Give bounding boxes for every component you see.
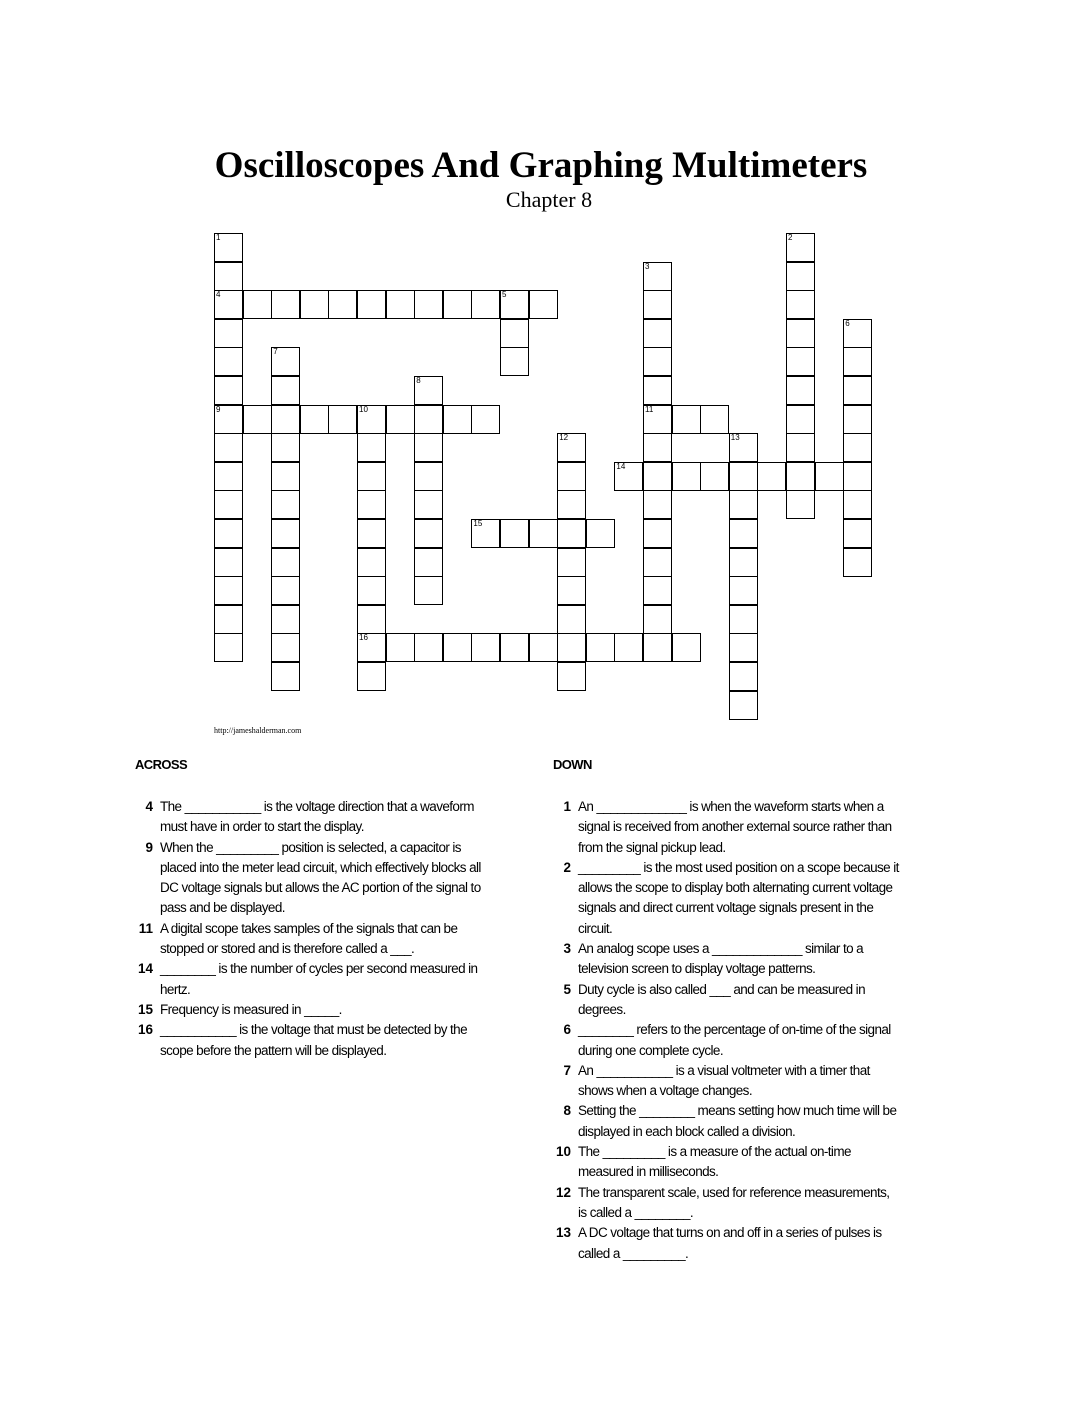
crossword-cell[interactable] bbox=[672, 462, 701, 491]
crossword-cell[interactable] bbox=[214, 233, 243, 262]
crossword-cell[interactable] bbox=[643, 490, 672, 519]
crossword-cell[interactable] bbox=[414, 490, 443, 519]
crossword-cell[interactable] bbox=[557, 462, 586, 491]
crossword-cell[interactable] bbox=[843, 405, 872, 434]
crossword-cell[interactable] bbox=[443, 290, 472, 319]
crossword-cell[interactable] bbox=[386, 633, 415, 662]
crossword-cell[interactable] bbox=[729, 548, 758, 577]
down-clue-6 bbox=[549, 1020, 899, 1061]
crossword-cell[interactable] bbox=[271, 633, 300, 662]
crossword-cell[interactable] bbox=[300, 405, 329, 434]
cell-number: 6 bbox=[845, 318, 850, 328]
crossword-cell[interactable] bbox=[443, 633, 472, 662]
clue-text: An _____________ is when the waveform starts when a signal is received from another external source rather than from the signal pickup lead. bbox=[578, 799, 892, 855]
down-clue-13 bbox=[549, 1223, 899, 1264]
crossword-cell[interactable] bbox=[672, 633, 701, 662]
down-clue-3 bbox=[549, 939, 899, 980]
crossword-cell[interactable] bbox=[357, 633, 386, 662]
crossword-cell[interactable] bbox=[843, 376, 872, 405]
crossword-cell[interactable] bbox=[643, 548, 672, 577]
crossword-cell[interactable] bbox=[214, 319, 243, 348]
crossword-cell[interactable] bbox=[557, 490, 586, 519]
crossword-cell[interactable] bbox=[700, 405, 729, 434]
crossword-cell[interactable] bbox=[214, 548, 243, 577]
crossword-cell[interactable] bbox=[843, 548, 872, 577]
cell-number: 10 bbox=[359, 404, 368, 414]
crossword-cell[interactable] bbox=[557, 662, 586, 691]
crossword-cell[interactable] bbox=[614, 633, 643, 662]
crossword-cell[interactable] bbox=[557, 576, 586, 605]
crossword-cell[interactable] bbox=[214, 376, 243, 405]
crossword-cell[interactable] bbox=[328, 405, 357, 434]
clue-text: The transparent scale, used for reference measurements, is called a ________. bbox=[578, 1184, 890, 1220]
crossword-cell[interactable] bbox=[729, 605, 758, 634]
cell-number: 15 bbox=[473, 519, 483, 528]
crossword-cell[interactable] bbox=[271, 490, 300, 519]
across-clue-15 bbox=[131, 1000, 481, 1020]
crossword-cell[interactable] bbox=[786, 347, 815, 376]
crossword-cell[interactable] bbox=[357, 662, 386, 691]
crossword-cell[interactable] bbox=[786, 290, 815, 319]
crossword-cell[interactable] bbox=[643, 605, 672, 634]
crossword-cell[interactable] bbox=[729, 519, 758, 548]
crossword-cell[interactable] bbox=[786, 433, 815, 462]
clue-number: 9 bbox=[145, 839, 153, 855]
crossword-cell[interactable] bbox=[271, 405, 300, 434]
crossword-cell[interactable] bbox=[786, 319, 815, 348]
crossword-cell[interactable] bbox=[557, 548, 586, 577]
crossword-cell[interactable] bbox=[357, 519, 386, 548]
cell-number: 1 bbox=[216, 233, 221, 242]
crossword-cell[interactable] bbox=[586, 633, 615, 662]
clue-text: ___________ is the voltage that must be detected by the scope before the pattern will be displayed. bbox=[160, 1022, 467, 1058]
crossword-cell[interactable] bbox=[300, 290, 329, 319]
crossword-cell[interactable] bbox=[843, 519, 872, 548]
crossword-cell[interactable] bbox=[843, 462, 872, 491]
cell-number: 5 bbox=[502, 290, 507, 300]
crossword-cell[interactable] bbox=[557, 519, 586, 548]
crossword-cell[interactable] bbox=[614, 462, 643, 491]
clue-text: When the _________ position is selected, a capacitor is placed into the meter lead circuit, which effectively blocks all DC voltage signals but allows the AC portion of the signal to pass and be displayed. bbox=[160, 839, 481, 916]
clue-number: 15 bbox=[137, 1001, 153, 1017]
crossword-cell[interactable] bbox=[214, 433, 243, 462]
clue-number: 6 bbox=[563, 1022, 571, 1038]
clue-number: 1 bbox=[563, 799, 571, 814]
clue-number: 10 bbox=[555, 1144, 571, 1160]
crossword-cell[interactable] bbox=[757, 462, 786, 491]
crossword-cell[interactable] bbox=[357, 548, 386, 577]
crossword-cell[interactable] bbox=[214, 347, 243, 376]
across-heading: ACROSS bbox=[135, 757, 188, 772]
cell-number: 3 bbox=[645, 261, 650, 271]
down-clue-5 bbox=[549, 980, 899, 1021]
crossword-cell[interactable] bbox=[557, 433, 586, 462]
crossword-cell[interactable] bbox=[815, 462, 844, 491]
crossword-cell[interactable] bbox=[357, 576, 386, 605]
crossword-cell[interactable] bbox=[414, 576, 443, 605]
crossword-cell[interactable] bbox=[643, 376, 672, 405]
crossword-cell[interactable] bbox=[843, 347, 872, 376]
crossword-cell[interactable] bbox=[586, 519, 615, 548]
crossword-cell[interactable] bbox=[357, 605, 386, 634]
crossword-cell[interactable] bbox=[643, 462, 672, 491]
crossword-cell[interactable] bbox=[214, 262, 243, 291]
clue-number: 4 bbox=[145, 799, 153, 814]
crossword-cell[interactable] bbox=[500, 347, 529, 376]
crossword-cell[interactable] bbox=[271, 433, 300, 462]
clue-number: 14 bbox=[137, 961, 153, 977]
crossword-cell[interactable] bbox=[786, 376, 815, 405]
down-clue-2 bbox=[549, 858, 899, 939]
crossword-cell[interactable] bbox=[271, 462, 300, 491]
crossword-cell[interactable] bbox=[471, 633, 500, 662]
clue-text: An analog scope uses a _____________ similar to a television screen to display voltage patterns. bbox=[578, 941, 864, 977]
cell-number: 14 bbox=[616, 461, 626, 471]
clue-number: 13 bbox=[555, 1225, 571, 1241]
down-clue-1 bbox=[549, 797, 899, 858]
crossword-cell[interactable] bbox=[729, 490, 758, 519]
crossword-cell[interactable] bbox=[729, 662, 758, 691]
crossword-cell[interactable] bbox=[729, 462, 758, 491]
clue-text: The ___________ is the voltage direction that a waveform must have in order to start the display. bbox=[160, 799, 474, 835]
crossword-cell[interactable] bbox=[643, 319, 672, 348]
across-clue-14 bbox=[131, 959, 481, 1000]
crossword-cell[interactable] bbox=[414, 405, 443, 434]
crossword-cell[interactable] bbox=[386, 290, 415, 319]
crossword-cell[interactable] bbox=[843, 319, 872, 348]
clue-text: Setting the ________ means setting how much time will be displayed in each block called a division. bbox=[578, 1103, 897, 1139]
crossword-cell[interactable] bbox=[271, 662, 300, 691]
crossword-cell[interactable] bbox=[729, 691, 758, 720]
crossword-cell[interactable] bbox=[729, 576, 758, 605]
cell-number: 2 bbox=[788, 233, 793, 242]
source-url: http://jameshalderman.com bbox=[214, 726, 302, 735]
crossword-cell[interactable] bbox=[672, 405, 701, 434]
crossword-cell[interactable] bbox=[214, 605, 243, 634]
crossword-cell[interactable] bbox=[529, 519, 558, 548]
crossword-cell[interactable] bbox=[214, 633, 243, 662]
cell-number: 11 bbox=[645, 404, 654, 414]
clue-text: The _________ is a measure of the actual on-time measured in milliseconds. bbox=[578, 1144, 851, 1180]
crossword-cell[interactable] bbox=[643, 347, 672, 376]
cell-number: 8 bbox=[416, 376, 421, 385]
down-clue-10 bbox=[549, 1142, 899, 1183]
crossword-cell[interactable] bbox=[500, 633, 529, 662]
crossword-cell[interactable] bbox=[786, 490, 815, 519]
crossword-cell[interactable] bbox=[243, 290, 272, 319]
clue-number: 11 bbox=[138, 920, 153, 936]
clue-number: 2 bbox=[563, 859, 571, 875]
crossword-cell[interactable] bbox=[786, 233, 815, 262]
crossword-cell[interactable] bbox=[214, 576, 243, 605]
crossword-cell[interactable] bbox=[500, 319, 529, 348]
crossword-cell[interactable] bbox=[729, 433, 758, 462]
clue-number: 12 bbox=[555, 1184, 571, 1200]
crossword-cell[interactable] bbox=[214, 490, 243, 519]
crossword-cell[interactable] bbox=[643, 262, 672, 291]
clue-text: ________ refers to the percentage of on-time of the signal during one complete cycle. bbox=[578, 1022, 891, 1058]
clue-text: Duty cycle is also called ___ and can be measured in degrees. bbox=[578, 981, 865, 1017]
crossword-cell[interactable] bbox=[786, 405, 815, 434]
page-subtitle: Chapter 8 bbox=[505, 187, 593, 212]
crossword-cell[interactable] bbox=[214, 519, 243, 548]
crossword-cell[interactable] bbox=[271, 376, 300, 405]
clue-number: 8 bbox=[563, 1103, 571, 1119]
crossword-cell[interactable] bbox=[529, 290, 558, 319]
clue-text: An ___________ is a visual voltmeter with a timer that shows when a voltage changes. bbox=[578, 1062, 870, 1099]
crossword-cell[interactable] bbox=[357, 405, 386, 434]
crossword-cell[interactable] bbox=[243, 405, 272, 434]
crossword-cell[interactable] bbox=[386, 405, 415, 434]
crossword-cell[interactable] bbox=[271, 290, 300, 319]
crossword-cell[interactable] bbox=[471, 290, 500, 319]
crossword-cell[interactable] bbox=[271, 605, 300, 634]
clue-number: 3 bbox=[563, 941, 571, 957]
crossword-cell[interactable] bbox=[357, 433, 386, 462]
cell-number: 16 bbox=[359, 633, 368, 643]
crossword-cell[interactable] bbox=[414, 433, 443, 462]
crossword-cell[interactable] bbox=[271, 576, 300, 605]
crossword-cell[interactable] bbox=[357, 290, 386, 319]
across-clue-list bbox=[131, 797, 481, 1061]
crossword-cell[interactable] bbox=[700, 462, 729, 491]
crossword-cell[interactable] bbox=[843, 490, 872, 519]
across-clue-4 bbox=[131, 797, 481, 838]
clue-number: 16 bbox=[137, 1022, 153, 1038]
crossword-cell[interactable] bbox=[643, 519, 672, 548]
clue-text: _________ is the most used position on a scope because it allows the scope to display both alternating current voltage signals and direct current voltage signals present in the circuit. bbox=[578, 859, 899, 936]
down-heading: DOWN bbox=[553, 757, 592, 772]
crossword-cell[interactable] bbox=[271, 548, 300, 577]
crossword-cell[interactable] bbox=[414, 462, 443, 491]
clue-number: 7 bbox=[563, 1062, 571, 1078]
crossword-cell[interactable] bbox=[357, 490, 386, 519]
cell-number: 4 bbox=[216, 290, 221, 300]
crossword-cell[interactable] bbox=[414, 633, 443, 662]
cell-number: 13 bbox=[730, 433, 740, 443]
crossword-cell[interactable] bbox=[414, 376, 443, 405]
crossword-cell[interactable] bbox=[786, 262, 815, 291]
crossword-cell[interactable] bbox=[357, 462, 386, 491]
crossword-cell[interactable] bbox=[414, 519, 443, 548]
crossword-cell[interactable] bbox=[529, 633, 558, 662]
crossword-cell[interactable] bbox=[471, 405, 500, 434]
cell-number: 12 bbox=[559, 433, 569, 443]
page-title: Oscilloscopes And Graphing Multimeters bbox=[214, 145, 868, 186]
crossword-cell[interactable] bbox=[214, 405, 243, 434]
crossword-cell[interactable] bbox=[557, 605, 586, 634]
crossword-cell[interactable] bbox=[843, 433, 872, 462]
across-clue-11 bbox=[131, 919, 481, 960]
cell-number: 9 bbox=[216, 404, 221, 414]
clue-text: A DC voltage that turns on and off in a series of pulses is called a _________. bbox=[578, 1225, 882, 1261]
down-clue-12 bbox=[549, 1183, 899, 1224]
down-clue-8 bbox=[549, 1101, 899, 1142]
cell-number: 7 bbox=[273, 347, 278, 357]
across-clue-9 bbox=[131, 838, 481, 919]
crossword-cell[interactable] bbox=[443, 405, 472, 434]
crossword-cell[interactable] bbox=[643, 433, 672, 462]
down-clue-7 bbox=[549, 1061, 899, 1102]
crossword-cell[interactable] bbox=[414, 548, 443, 577]
crossword-cell[interactable] bbox=[729, 633, 758, 662]
crossword-cell[interactable] bbox=[557, 633, 586, 662]
crossword-cell[interactable] bbox=[643, 576, 672, 605]
crossword-cell[interactable] bbox=[643, 405, 672, 434]
crossword-cell[interactable] bbox=[271, 519, 300, 548]
clue-text: A digital scope takes samples of the signals that can be stopped or stored and is therefore called a ___. bbox=[160, 920, 458, 957]
clue-number: 5 bbox=[563, 981, 571, 997]
crossword-cell[interactable] bbox=[471, 519, 500, 548]
crossword-cell[interactable] bbox=[500, 290, 529, 319]
crossword-cell[interactable] bbox=[786, 462, 815, 491]
crossword-cell[interactable] bbox=[214, 462, 243, 491]
crossword-cell[interactable] bbox=[643, 290, 672, 319]
clue-text: ________ is the number of cycles per second measured in hertz. bbox=[160, 961, 478, 997]
crossword-cell[interactable] bbox=[500, 519, 529, 548]
crossword-cell[interactable] bbox=[414, 290, 443, 319]
down-clue-list bbox=[549, 797, 899, 1264]
across-clue-16 bbox=[131, 1020, 481, 1061]
clue-text: Frequency is measured in _____. bbox=[160, 1001, 342, 1017]
crossword-cell[interactable] bbox=[328, 290, 357, 319]
crossword-cell[interactable] bbox=[271, 347, 300, 376]
crossword-cell[interactable] bbox=[214, 290, 243, 319]
crossword-cell[interactable] bbox=[643, 633, 672, 662]
